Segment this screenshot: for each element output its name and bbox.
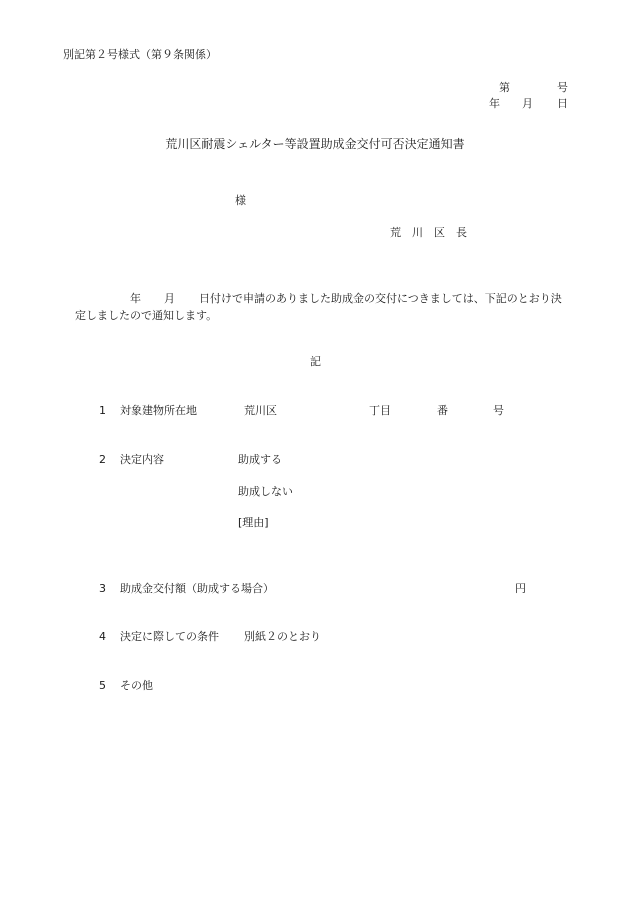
body-line-2: 定しましたので通知します。 <box>75 309 218 322</box>
item-2-reason: [理由] <box>238 516 269 529</box>
doc-number-prefix: 第 <box>499 81 510 94</box>
item-4-number: 4 <box>99 630 106 643</box>
date-year: 年 <box>489 97 500 110</box>
item-1-ban: 番 <box>437 404 448 417</box>
issuer: 荒 川 区 長 <box>390 226 467 239</box>
item-2-option-yes: 助成する <box>238 453 282 466</box>
body-month: 月 <box>164 292 175 305</box>
body-line-1: 日付けで申請のありました助成金の交付につきましては、下記のとおり決 <box>199 292 562 305</box>
item-2-label: 決定内容 <box>120 453 164 466</box>
item-3-unit: 円 <box>515 582 526 595</box>
item-1-ward: 荒川区 <box>244 404 277 417</box>
item-1-number: 1 <box>99 404 106 417</box>
item-1-go: 号 <box>493 404 504 417</box>
form-label: 別記第２号様式（第９条関係） <box>63 48 217 61</box>
ki-heading: 記 <box>310 355 321 368</box>
document-title: 荒川区耐震シェルター等設置助成金交付可否決定通知書 <box>165 137 465 151</box>
item-3-number: 3 <box>99 582 106 595</box>
body-year: 年 <box>130 292 141 305</box>
item-4-label: 決定に際しての条件 <box>120 630 219 643</box>
doc-number-suffix: 号 <box>557 81 568 94</box>
item-2-option-no: 助成しない <box>238 485 293 498</box>
item-3-label: 助成金交付額（助成する場合） <box>120 582 274 595</box>
item-5-label: その他 <box>120 679 153 692</box>
addressee-suffix: 様 <box>235 194 246 207</box>
item-1-label: 対象建物所在地 <box>120 404 197 417</box>
item-5-number: 5 <box>99 679 106 692</box>
item-4-value: 別紙２のとおり <box>244 630 321 643</box>
item-1-chome: 丁目 <box>369 404 391 417</box>
date-day: 日 <box>557 97 568 110</box>
date-month: 月 <box>522 97 533 110</box>
item-2-number: 2 <box>99 453 106 466</box>
